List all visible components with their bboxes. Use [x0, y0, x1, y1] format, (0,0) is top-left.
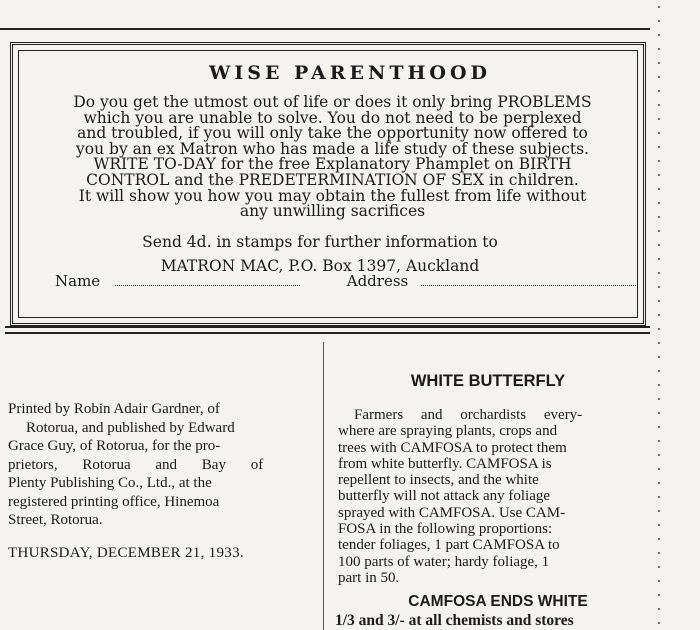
advertisement-form-fields: [55, 272, 636, 290]
white-butterfly-body-line: FOSA in the following proportions:: [338, 521, 553, 538]
advertisement-body-line: CONTROL and the PREDETERMINATION OF SEX in children.: [86, 170, 579, 189]
top-rule: [0, 28, 650, 30]
advertisement-body-line: It will show you how you may obtain the fullest from life without: [78, 186, 587, 205]
white-butterfly-body-line: tender foliages, 1 part CAMFOSA to: [338, 537, 560, 554]
advertisement-body-line: WRITE TO-DAY for the free Explanatory Phamplet on BIRTH: [93, 155, 572, 174]
dateline: THURSDAY, DECEMBER 21, 1933.: [8, 545, 244, 561]
advertisement-body-line: and troubled, if you will only take the opportunity now offered to: [77, 124, 588, 143]
imprint-line: registered printing office, Hinemoa: [8, 493, 220, 510]
name-dotted-field: [115, 275, 300, 286]
white-butterfly-title: WHITE BUTTERFLY: [410, 372, 566, 390]
section-rule-lower: [5, 332, 650, 334]
advertisement-title: WISE PARENTHOOD: [209, 62, 491, 84]
advertisement-body-line: Do you get the utmost out of life or does it only bring PROBLEMS: [73, 93, 592, 111]
imprint-text: [8, 400, 323, 530]
white-butterfly-body-line: part in 50.: [338, 569, 400, 586]
imprint-line: Street, Rotorua.: [8, 512, 103, 528]
section-rule-upper: [5, 326, 650, 328]
advertisement-body-line: you by an ex Matron who has made a life study of these subjects.: [76, 139, 589, 158]
white-butterfly-body-line: Farmers and orchardists every-: [354, 407, 583, 423]
imprint-line: Rotorua, and published by Edward: [26, 419, 235, 436]
name-label: Name: [55, 272, 101, 290]
advertisement-body: [50, 95, 615, 220]
white-butterfly-body-line: 100 parts of water; hardy foliage, 1: [338, 553, 550, 570]
imprint-line: Plenty Publishing Co., Ltd., at the: [8, 475, 212, 491]
white-butterfly-body: [338, 407, 650, 586]
advertisement-send-line: Send 4d. in stamps for further information to: [142, 233, 498, 251]
column-divider: [323, 342, 324, 630]
white-butterfly-body-line: from white butterfly. CAMFOSA is: [338, 455, 552, 472]
address-label: Address: [346, 272, 409, 290]
imprint-line: Grace Guy, of Rotorua, for the pro-: [8, 438, 221, 454]
advertisement-body-line: any unwilling sacrifices: [239, 202, 426, 221]
address-dotted-field: [421, 275, 636, 286]
imprint-line: Printed by Robin Adair Gardner, of: [8, 401, 220, 417]
white-butterfly-body-line: repellent to insects, and the white: [338, 472, 539, 489]
white-butterfly-body-line: trees with CAMFOSA to protect them: [338, 439, 567, 456]
advertisement-address-line: MATRON MAC, P.O. Box 1397, Auckland: [160, 257, 480, 275]
white-butterfly-tagline: CAMFOSA ENDS WHITE: [408, 593, 588, 610]
white-butterfly-body-line: where are spraying plants, crops and: [338, 423, 558, 440]
white-butterfly-price-line: 1/3 and 3/- at all chemists and stores: [335, 612, 574, 629]
imprint-line: prietors, Rotorua and Bay of: [8, 456, 264, 473]
white-butterfly-body-line: butterfly will not attack any foliage: [338, 488, 551, 505]
page-edge-dots: [655, 0, 663, 630]
white-butterfly-body-line: sprayed with CAMFOSA. Use CAM-: [338, 504, 566, 521]
advertisement-body-line: which you are unable to solve. You do not need to be perplexed: [83, 108, 582, 127]
